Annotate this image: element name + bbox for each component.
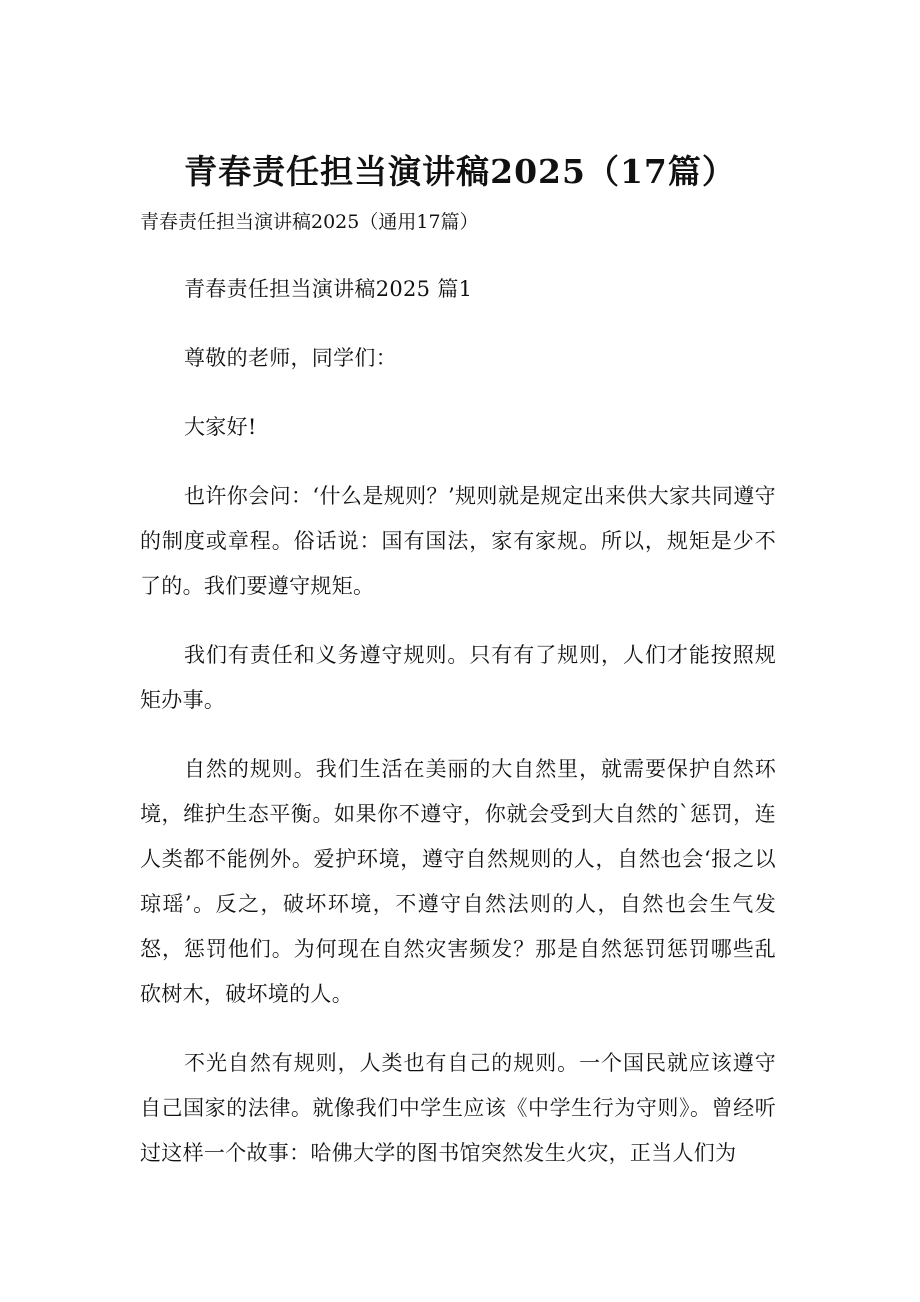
salutation: 尊敬的老师，同学们： (184, 346, 397, 370)
document-title: 青春责任担当演讲稿2025（17篇） (184, 152, 736, 191)
paragraph: 也许你会问：‘什么是规则？’规则就是规定出来供大家共同遵守的制度或章程。俗话说：国有国法，家有家规。所以，规矩是少不了的。我们要遵守规矩。 (140, 484, 776, 598)
section-heading: 青春责任担当演讲稿2025 篇1 (184, 277, 473, 301)
greeting: 大家好! (184, 415, 257, 439)
paragraph: 不光自然有规则，人类也有自己的规则。一个国民就应该遵守自己国家的法律。就像我们中学生应该《中学生行为守则》。曾经听过这样一个故事：哈佛大学的图书馆突然发生火灾，正当人们为 (140, 1051, 776, 1165)
document-body (140, 267, 776, 1200)
paragraph: 我们有责任和义务遵守规则。只有有了规则，人们才能按照规矩办事。 (140, 643, 776, 712)
document-subtitle: 青春责任担当演讲稿2025（通用17篇） (140, 211, 479, 233)
paragraph: 自然的规则。我们生活在美丽的大自然里，就需要保护自然环境，维护生态平衡。如果你不遵守，你就会受到大自然的`惩罚，连人类都不能例外。爱护环境，遵守自然规则的人，自然也会‘报之以琼瑶’。反之，破坏环境，不遵守自然法则的人，自然也会生气发怒，惩罚他们。为何现在自然灾害频发？那是自然惩罚惩罚哪些乱砍树木，破坏境的人。 (140, 757, 776, 1006)
